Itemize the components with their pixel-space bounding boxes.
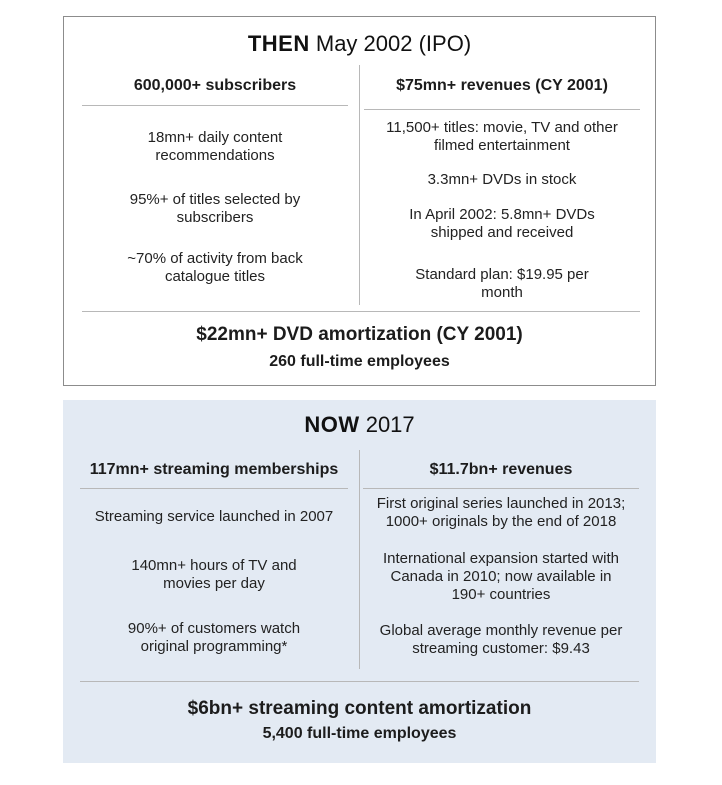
then-footer-employees: 260 full-time employees (269, 353, 450, 370)
now-left-item: Streaming service launched in 2007 (94, 508, 334, 525)
now-left-item: 90%+ of customers watch original programming* (127, 620, 301, 655)
then-right-item: 3.3mn+ DVDs in stock (427, 171, 577, 188)
now-right-item: Global average monthly revenue per streaming customer: $9.43 (379, 622, 623, 657)
now-panel (63, 400, 656, 763)
then-left-item: ~70% of activity from back catalogue titles (127, 250, 303, 285)
then-right-item: In April 2002: 5.8mn+ DVDs shipped and received (409, 206, 595, 241)
now-right-item: First original series launched in 2013; 1000+ originals by the end of 2018 (376, 495, 626, 530)
then-left-item: 95%+ of titles selected by subscribers (129, 191, 301, 226)
then-left-item: 18mn+ daily content recommendations (147, 129, 283, 164)
now-footer-divider (80, 681, 639, 682)
then-column-divider (359, 65, 360, 305)
then-title (64, 31, 655, 57)
then-footer-divider (82, 311, 640, 312)
now-column-divider (359, 450, 360, 669)
then-left-heading: 600,000+ subscribers (133, 77, 297, 94)
now-footer-amortization: $6bn+ streaming content amortization (187, 698, 532, 719)
now-title (63, 412, 656, 438)
now-left-divider (80, 488, 348, 489)
now-footer-employees: 5,400 full-time employees (262, 725, 457, 742)
now-title-bold: NOW (304, 412, 360, 437)
now-title-date: 2017 (359, 412, 415, 437)
then-panel (63, 16, 656, 386)
now-right-item: International expansion started with Canada in 2010; now available in 190+ countries (383, 550, 619, 603)
then-title-date: May 2002 (IPO) (309, 31, 472, 56)
now-right-heading: $11.7bn+ revenues (429, 461, 573, 478)
then-right-item: 11,500+ titles: movie, TV and other filmed entertainment (386, 119, 618, 154)
then-right-item: Standard plan: $19.95 per month (415, 266, 589, 301)
then-right-heading: $75mn+ revenues (CY 2001) (396, 77, 608, 94)
now-left-item: 140mn+ hours of TV and movies per day (131, 557, 297, 592)
then-footer-amortization: $22mn+ DVD amortization (CY 2001) (196, 324, 523, 345)
then-right-divider (364, 109, 640, 110)
then-left-divider (82, 105, 348, 106)
now-left-heading: 117mn+ streaming memberships (89, 461, 339, 478)
then-title-bold: THEN (247, 31, 310, 56)
now-right-divider (363, 488, 639, 489)
